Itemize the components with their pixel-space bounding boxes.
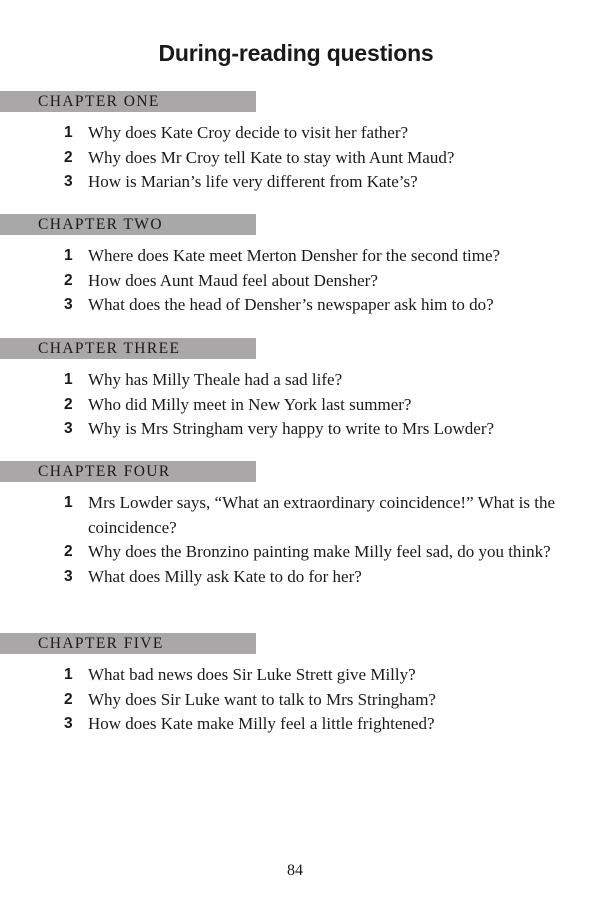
question-item [0, 663, 600, 688]
question-list [0, 491, 600, 589]
question-list [0, 244, 600, 318]
question-item [0, 540, 600, 565]
question-number: 2 [64, 148, 73, 166]
question-list [0, 368, 600, 442]
question-item [0, 293, 600, 318]
chapter-section [0, 633, 600, 737]
question-text: Why is Mrs Stringham very happy to write to Mrs Lowder? [88, 419, 495, 438]
chapter-section [0, 461, 600, 589]
question-text: Why does Mr Croy tell Kate to stay with Aunt Maud? [88, 147, 455, 167]
question-text: Why does the Bronzino painting make Milly feel sad, do you think? [88, 542, 551, 561]
question-item [0, 417, 600, 442]
question-item [0, 712, 600, 737]
question-item [0, 688, 600, 713]
question-text: Mrs Lowder says, “What an extraordinary coincidence!” What is the coincidence? [88, 493, 556, 537]
question-item [0, 170, 600, 195]
question-number: 3 [64, 296, 73, 313]
question-number: 1 [64, 666, 73, 683]
question-text: Who did Milly meet in New York last summer? [88, 394, 412, 414]
chapter-section [0, 91, 600, 195]
question-item [0, 368, 600, 393]
question-text: What does the head of Densher’s newspaper ask him to do? [88, 295, 494, 314]
question-text: How does Kate make Milly feel a little frightened? [88, 714, 435, 733]
question-number: 1 [64, 124, 73, 141]
question-text: How is Marian’s life very different from Kate’s? [88, 172, 418, 191]
chapter-section [0, 338, 600, 442]
question-text: How does Aunt Maud feel about Densher? [88, 270, 378, 290]
chapter-heading: CHAPTER FOUR [0, 461, 256, 482]
question-text: Why does Kate Croy decide to visit her father? [88, 123, 409, 142]
chapter-heading: CHAPTER FIVE [0, 633, 256, 654]
page-title: During-reading questions [158, 40, 434, 66]
question-number: 1 [64, 247, 73, 264]
question-number: 3 [64, 173, 73, 190]
question-number: 2 [64, 271, 73, 289]
question-text: What bad news does Sir Luke Strett give Milly? [88, 665, 416, 684]
question-number: 3 [64, 567, 73, 585]
question-item [0, 269, 600, 294]
chapter-section [0, 214, 600, 318]
question-list [0, 121, 600, 195]
question-number: 2 [64, 395, 73, 413]
question-item [0, 565, 600, 590]
question-item [0, 244, 600, 269]
question-number: 3 [64, 420, 73, 437]
question-number: 2 [64, 690, 73, 708]
question-item [0, 393, 600, 418]
question-text: What does Milly ask Kate to do for her? [88, 566, 362, 586]
question-number: 3 [64, 715, 73, 732]
question-item [0, 491, 600, 540]
question-item [0, 121, 600, 146]
question-list [0, 663, 600, 737]
chapter-heading: CHAPTER THREE [0, 338, 256, 359]
chapter-heading: CHAPTER ONE [0, 91, 256, 112]
question-text: Why does Sir Luke want to talk to Mrs Stringham? [88, 689, 436, 709]
question-number: 2 [64, 543, 73, 560]
question-item [0, 146, 600, 171]
question-text: Why has Milly Theale had a sad life? [88, 370, 343, 389]
question-text: Where does Kate meet Merton Densher for the second time? [88, 246, 501, 265]
chapter-heading: CHAPTER TWO [0, 214, 256, 235]
question-number: 1 [64, 494, 73, 511]
page-number: 84 [287, 862, 303, 879]
question-number: 1 [64, 371, 73, 388]
